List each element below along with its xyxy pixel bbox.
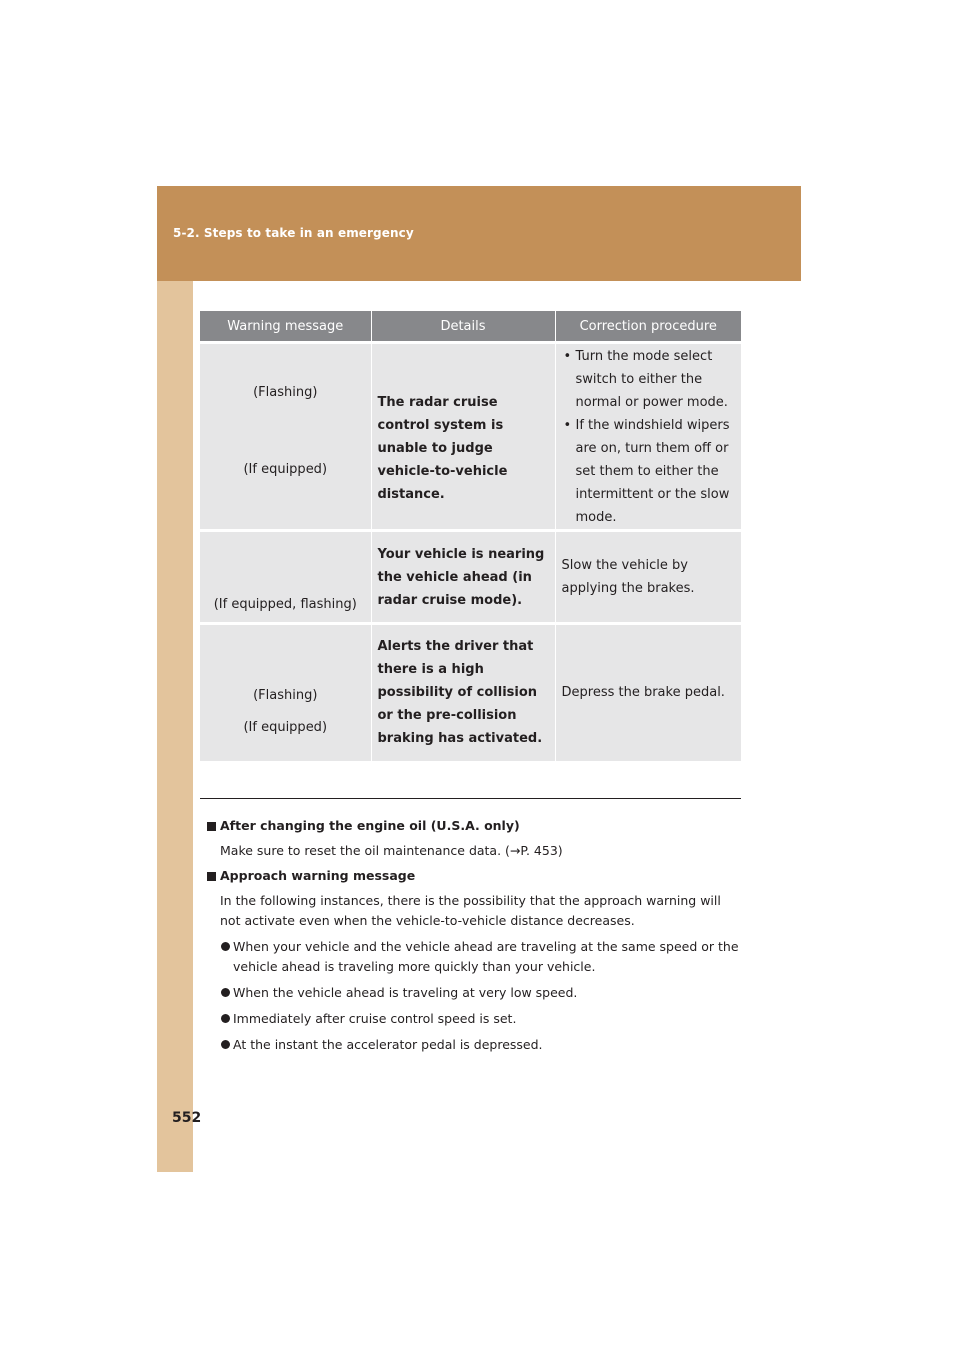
- approach-note-heading: Approach warning message: [207, 866, 739, 886]
- correction-bullet: • Turn the mode select switch to either the normal or power mode.: [562, 345, 736, 414]
- details-cell: The radar cruise control system is unable to judge vehicle-to-vehicle distance.: [371, 343, 555, 531]
- column-header-correction-procedure: Correction procedure: [555, 311, 741, 343]
- message-flashing-label: (Flashing): [253, 688, 318, 704]
- message-if-equipped-label: (If equipped): [243, 461, 328, 477]
- warning-message-table: [200, 311, 741, 761]
- oil-note-heading: After changing the engine oil (U.S.A. only): [207, 816, 739, 836]
- correction-cell: Slow the vehicle by applying the brakes.: [555, 531, 741, 624]
- column-header-warning-message: Warning message: [200, 311, 371, 343]
- warning-message-cell: [200, 343, 371, 531]
- correction-bullet: • If the windshield wipers are on, turn them off or set them to either the intermittent or the slow mode.: [562, 414, 736, 529]
- message-if-equipped-label: (If equipped): [243, 720, 328, 736]
- section-title: 5-2. Steps to take in an emergency: [173, 226, 414, 240]
- list-item: Immediately after cruise control speed is set.: [207, 1009, 739, 1029]
- section-divider: [200, 798, 741, 799]
- correction-cell: [555, 343, 741, 531]
- warning-message-cell: [200, 531, 371, 624]
- table-row: [200, 624, 741, 761]
- table-row: [200, 343, 741, 531]
- correction-bullet-list: [562, 345, 736, 529]
- table-row: [200, 531, 741, 624]
- table-header-row: [200, 311, 741, 343]
- correction-cell: Depress the brake pedal.: [555, 624, 741, 761]
- details-cell: Your vehicle is nearing the vehicle ahead (in radar cruise mode).: [371, 531, 555, 624]
- list-item: At the instant the accelerator pedal is depressed.: [207, 1035, 739, 1055]
- message-if-equipped-flashing-label: (If equipped, flashing): [213, 597, 357, 612]
- warning-message-cell: [200, 624, 371, 761]
- details-cell: Alerts the driver that there is a high possibility of collision or the pre-collision braking has activated.: [371, 624, 555, 761]
- approach-note-text: In the following instances, there is the possibility that the approach warning will not activate even when the vehicle-to-vehicle distance decreases.: [220, 893, 721, 928]
- list-item: When your vehicle and the vehicle ahead are traveling at the same speed or the vehicle ahead is traveling more quickly than your vehicle.: [207, 937, 739, 977]
- message-flashing-label: (Flashing): [253, 384, 318, 400]
- side-strip: [157, 186, 193, 1172]
- notes-section: [207, 816, 739, 1055]
- column-header-details: Details: [371, 311, 555, 343]
- page-number: 552: [172, 1110, 202, 1126]
- list-item: When the vehicle ahead is traveling at very low speed.: [207, 983, 739, 1003]
- oil-note-text: Make sure to reset the oil maintenance data. (→P. 453): [220, 843, 563, 858]
